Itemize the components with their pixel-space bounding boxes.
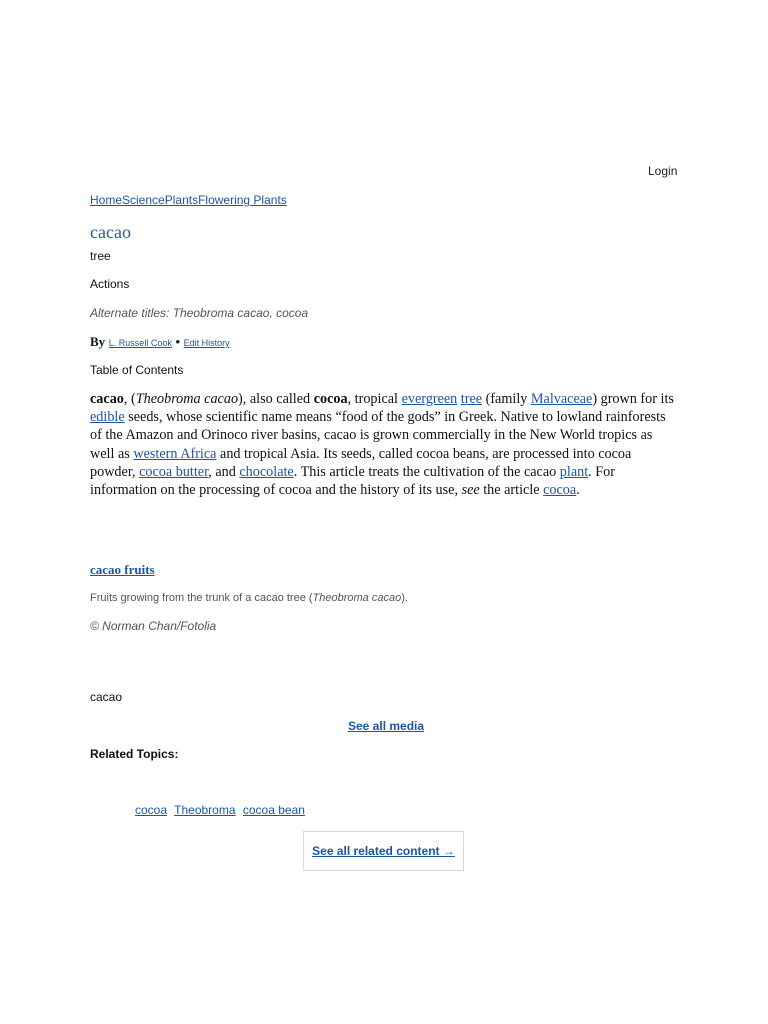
breadcrumb-science[interactable]: Science [122,193,165,207]
link-chocolate[interactable]: chocolate [239,463,294,480]
see-all-media-link[interactable]: See all media [348,719,425,733]
edit-history-link[interactable]: Edit History [183,338,230,348]
alternate-titles: Alternate titles: Theobroma cacao, cocoa [90,306,309,320]
breadcrumb-home[interactable]: Home [90,193,123,207]
link-evergreen[interactable]: evergreen [401,391,458,407]
related-topic-cocoa[interactable]: cocoa [135,803,168,817]
link-cocoa[interactable]: cocoa [543,482,577,499]
login-link[interactable]: Login [648,164,678,178]
actions-menu[interactable]: Actions [90,277,130,291]
text: ), also called [238,391,314,407]
related-topic-theobroma[interactable]: Theobroma [174,803,236,817]
page-title: cacao [90,222,131,242]
figure-caption [90,592,408,604]
see-emphasis: see [461,482,480,499]
figure-credit: © Norman Chan/Fotolia [90,619,217,633]
caption-scientific-name: Theobroma cacao [312,592,402,604]
related-topics-list [135,803,309,817]
page-subtitle: tree [90,249,111,263]
see-all-related-link[interactable]: See all related content → [312,844,455,858]
related-topic-cocoa-bean[interactable]: cocoa bean [242,803,305,817]
scientific-name: Theobroma cacao [135,391,239,407]
see-all-media [348,719,424,733]
text: , ( [123,391,136,407]
term-cacao: cacao [90,391,124,407]
article-intro-paragraph [90,390,680,499]
caption-text: Fruits growing from the trunk of a cacao tree ( [90,592,313,604]
text: the article [479,482,544,499]
text: and tropical Asia. Its seeds, called cocoa beans, are processed into cocoa powder, [90,445,632,480]
text: (family [482,391,531,407]
figure-link[interactable]: cacao fruits [90,562,155,577]
link-western-africa[interactable]: western Africa [133,445,217,462]
media-label: cacao [90,690,123,704]
by-label: By [90,334,106,349]
figure-title [90,562,155,578]
link-cocoa-butter[interactable]: cocoa butter [139,463,209,480]
breadcrumb-flowering-plants[interactable]: Flowering Plants [198,193,287,207]
text: . For information on the processing of cocoa and the history of its use, [90,463,615,499]
see-all-related-button[interactable] [303,831,464,871]
byline [90,334,230,350]
text: ) grown for its [592,391,674,407]
byline-bullet: • [175,334,181,349]
related-topics-heading: Related Topics: [90,747,179,761]
author-link[interactable]: L. Russell Cook [108,338,172,348]
term-cocoa: cocoa [313,391,348,407]
table-of-contents-toggle[interactable]: Table of Contents [90,363,184,377]
text: . This article treats the cultivation of the cacao [293,463,560,480]
text: , tropical [347,391,402,407]
link-plant[interactable]: plant [559,463,589,480]
caption-text: ). [401,592,408,604]
breadcrumb [90,193,287,207]
text: seeds, whose scientific name means “food of the gods” in Greek. Native to lowland rainforests of the Amazon and Orinoco river basins, cacao is grown commercially in the New World tropics as well as [90,409,666,462]
breadcrumb-plants[interactable]: Plants [164,193,199,207]
link-edible[interactable]: edible [90,409,125,426]
text: , and [208,463,240,480]
link-malvaceae[interactable]: Malvaceae [530,391,593,407]
link-tree[interactable]: tree [460,391,483,407]
text: . [576,482,580,499]
